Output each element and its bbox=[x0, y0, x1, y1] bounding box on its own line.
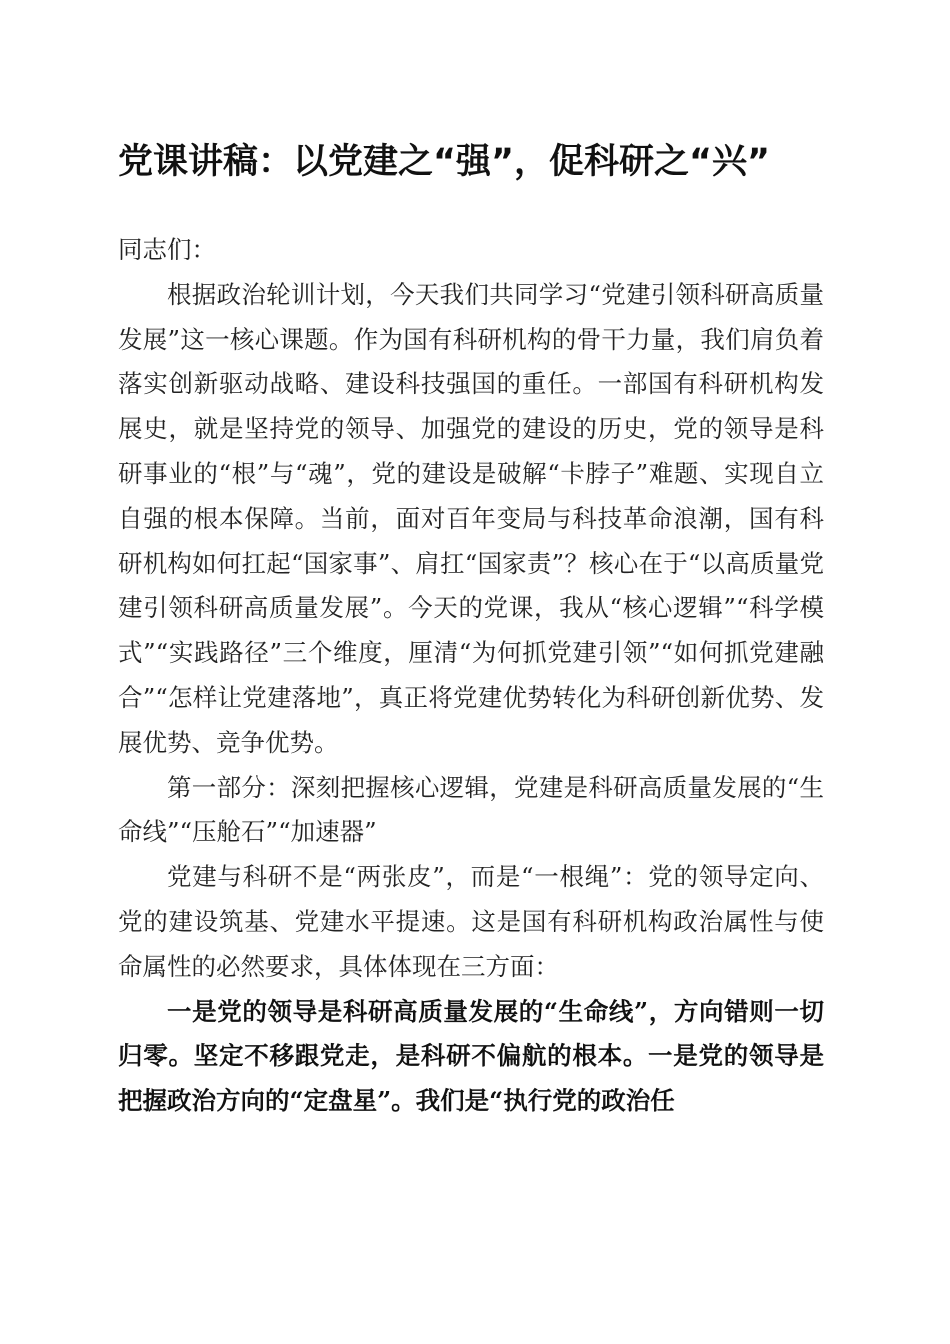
section-heading: 第一部分：深刻把握核心逻辑，党建是科研高质量发展的“生命线”“压舱石”“加速器” bbox=[118, 772, 824, 847]
document-body bbox=[118, 228, 824, 1124]
section-paragraph: 党建与科研不是“两张皮”，而是“一根绳”：党的领导定向、党的建设筑基、党建水平提速。这是国有科研机构政治属性与使命属性的必然要求，具体体现在三方面： bbox=[118, 862, 824, 981]
salutation: 同志们： bbox=[118, 235, 216, 264]
intro-paragraph: 根据政治轮训计划，今天我们共同学习“党建引领科研高质量发展”这一核心课题。作为国有科研机构的骨干力量，我们肩负着落实创新驱动战略、建设科技强国的重任。一部国有科研机构发展史，就是坚持党的领导、加强党的建设的历史，党的领导是科研事业的“根”与“魂”，党的建设是破解“卡脖子”难题、实现自立自强的根本保障。当前，面对百年变局与科技革命浪潮，国有科研机构如何扛起“国家事”、肩扛“国家责”？核心在于“以高质量党建引领科研高质量发展”。今天的党课，我从“核心逻辑”“科学模式”“实践路径”三个维度，厘清“为何抓党建引领”“如何抓党建融合”“怎样让党建落地”，真正将党建优势转化为科研创新优势、发展优势、竞争优势。 bbox=[118, 279, 824, 757]
point-paragraph: 一是党的领导是科研高质量发展的“生命线”，方向错则一切归零。坚定不移跟党走，是科研不偏航的根本。一是党的领导是把握政治方向的“定盘星”。我们是“执行党的政治任 bbox=[118, 996, 824, 1116]
document-title: 党课讲稿：以党建之“强”，促科研之“兴” bbox=[118, 142, 771, 182]
